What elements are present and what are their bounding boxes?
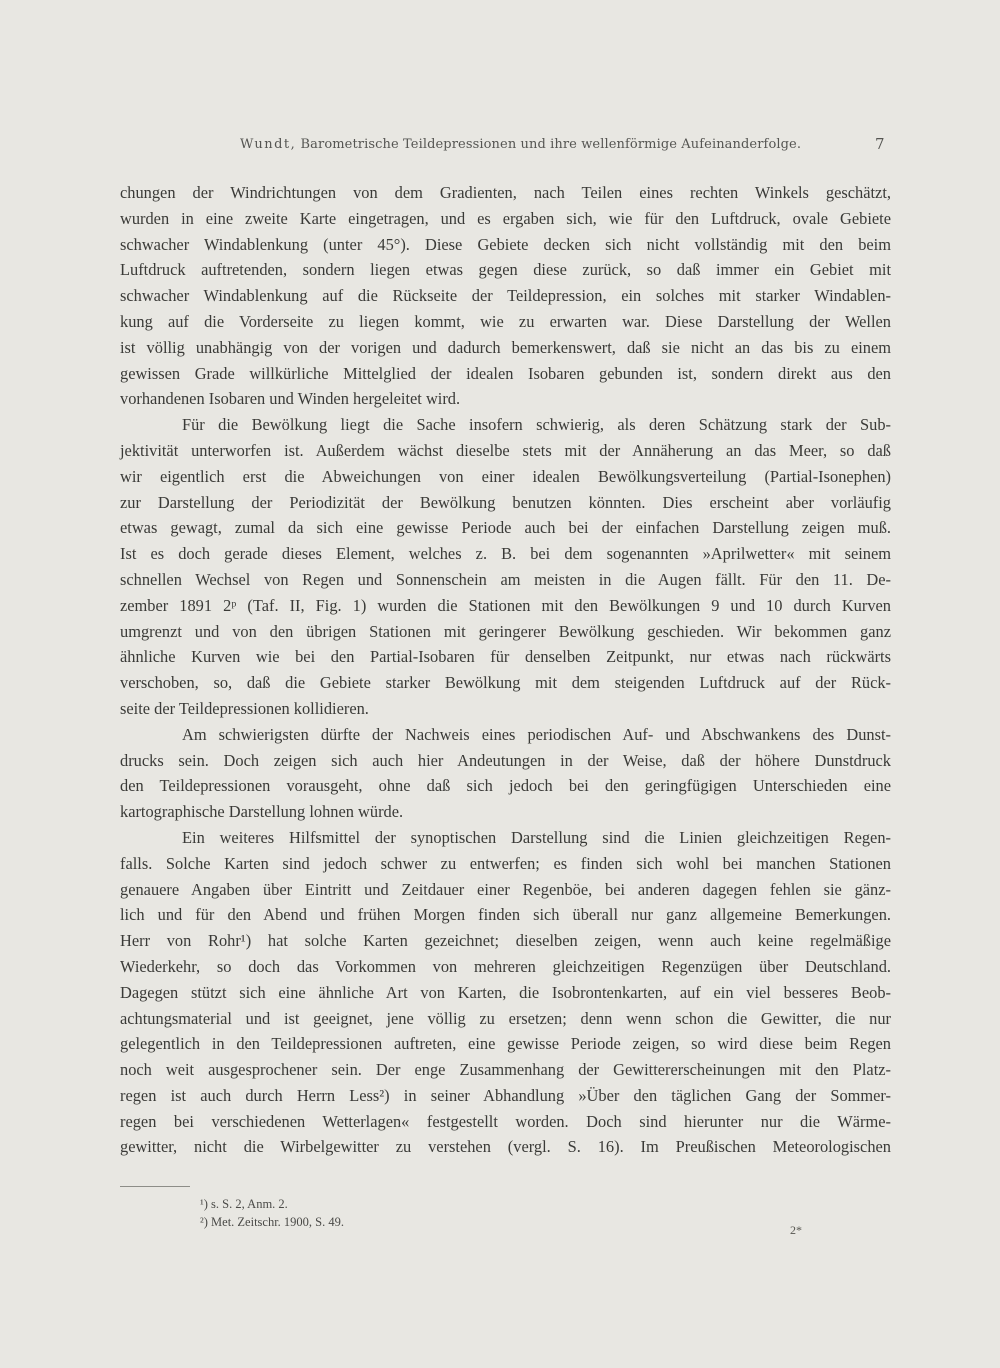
text-line: vorhandenen Isobaren und Winden hergeleitet wird. [120,389,461,409]
text-line: kartographische Darstellung lohnen würde. [120,802,404,822]
text-line: wurden in eine zweite Karte eingetragen, und es ergaben sich, wie für den Luftdruck, ovale Gebiete [120,208,891,228]
text-line: Wiederkehr, so doch das Vorkommen von mehreren gleichzeitigen Regenzügen über Deutschland. [120,956,891,976]
text-line: seite der Teildepressionen kollidieren. [120,698,369,718]
text-line: regen ist auch durch Herrn Less²) in seiner Abhandlung »Über den täglichen Gang der Sommer- [120,1085,891,1105]
footnote-item: ²) Met. Zeitschr. 1900, S. 49. [200,1215,345,1229]
text-line: gewitter, nicht die Wirbelgewitter zu verstehen (vergl. S. 16). Im Preußischen Meteorologischen [120,1137,891,1157]
text-line: verschoben, so, daß die Gebiete starker Bewölkung mit dem steigenden Luftdruck auf der Rück- [120,673,891,693]
text-line: ist völlig unabhängig von der vorigen und dadurch bemerkenswert, daß sie nicht an das bis zu einem [120,337,891,357]
text-line: jektivität unterworfen ist. Außerdem wächst dieselbe stets mit der Annäherung an das Meer, so daß [120,440,891,460]
text-line: schwacher Windablenkung auf die Rückseite der Teildepression, ein solches mit starker Windablen- [120,286,891,306]
text-line: Ein weiteres Hilfsmittel der synoptischen Darstellung sind die Linien gleichzeitigen Regen- [182,827,891,847]
text-line: lich und für den Abend und frühen Morgen finden sich überall nur ganz allgemeine Bemerkungen. [120,905,891,925]
text-line: drucks sein. Doch zeigen sich auch hier Andeutungen in der Weise, daß der höhere Dunstdruck [120,750,891,770]
text-line: umgrenzt und von den übrigen Stationen mit geringerer Bewölkung geschieden. Wir bekommen ganz [120,621,891,641]
running-head-author: Wundt, [240,137,297,152]
text-line: Am schwierigsten dürfte der Nachweis eines periodischen Auf- und Abschwankens des Dunst- [182,724,891,744]
text-line: Luftdruck auftretenden, sondern liegen etwas gegen diese zurück, so daß immer ein Gebiet mit [120,260,891,280]
text-line: Ist es doch gerade dieses Element, welches z. B. bei dem sogenannten »Aprilwetter« mit seinem [120,544,891,564]
text-line: kung auf die Vorderseite zu liegen kommt, wie zu erwarten war. Diese Darstellung der Wellen [120,311,891,331]
text-line: wir eigentlich erst die Abweichungen von einer idealen Bewölkungsverteilung (Partial-Isonephen) [120,466,891,486]
text-line: gewissen Grade willkürliche Mittelglied der idealen Isobaren gebunden ist, sondern direkt aus den [120,363,891,383]
text-line: ähnliche Kurven wie bei den Partial-Isobaren für denselben Zeitpunkt, nur etwas nach rückwärts [120,647,891,667]
text-line: gelegentlich in den Teildepressionen auftreten, eine gewisse Periode zeigen, so wird diese beim Regen [120,1034,891,1054]
footnote-divider [120,1186,190,1187]
text-line: etwas gewagt, zumal da sich eine gewisse Periode auch bei der einfachen Darstellung zeigen muß. [120,518,891,538]
signature-mark: 2* [790,1223,802,1237]
text-line: chungen der Windrichtungen von dem Gradienten, nach Teilen eines rechten Winkels geschätzt, [120,183,891,202]
running-head-title: Barometrische Teildepressionen und ihre wellenförmige Aufeinanderfolge. [300,137,802,152]
footnotes [200,1195,344,1231]
text-line: schwacher Windablenkung (unter 45°). Diese Gebiete decken sich nicht vollständig mit den beim [120,234,891,254]
text-line: Dagegen stützt sich eine ähnliche Art von Karten, die Isobrontenkarten, auf ein viel besseres Beob- [120,982,891,1002]
body-text [120,180,891,1160]
text-line: Herr von Rohr¹) hat solche Karten gezeichnet; dieselben zeigen, wenn auch keine regelmäßige [120,931,891,951]
text-line: den Teildepressionen vorausgeht, ohne daß sich jedoch bei den geringfügigen Unterschieden eine [120,776,891,796]
text-line: Für die Bewölkung liegt die Sache insofern schwierig, als deren Schätzung stark der Sub- [182,415,891,435]
footnote-item: ¹) s. S. 2, Anm. 2. [200,1197,288,1211]
text-line: regen bei verschiedenen Wetterlagen« festgestellt worden. Doch sind hierunter nur die Wärme- [120,1111,891,1131]
text-line: schnellen Wechsel von Regen und Sonnenschein am meisten in die Augen fällt. Für den 11. De- [120,569,891,589]
running-head-text [240,137,801,152]
text-line: genauere Angaben über Eintritt und Zeitdauer einer Regenböe, bei anderen dagegen fehlen sie gänz- [120,879,891,899]
text-line: zur Darstellung der Periodizität der Bewölkung benutzen könnten. Dies erscheint aber vorläufig [120,492,891,512]
page-number: 7 [875,135,885,153]
text-line: zember 1891 2ᵖ (Taf. II, Fig. 1) wurden die Stationen mit den Bewölkungen 9 und 10 durch Kurven [120,595,891,615]
text-line: noch weit ausgesprochener sein. Der enge Zusammenhang der Gewittererscheinungen mit den Platz- [120,1060,891,1080]
text-line: falls. Solche Karten sind jedoch schwer zu entwerfen; es finden sich wohl bei manchen Stationen [120,853,891,873]
text-line: achtungsmaterial und ist geeignet, jene völlig zu ersetzen; denn wenn schon die Gewitter, die nur [120,1008,891,1028]
